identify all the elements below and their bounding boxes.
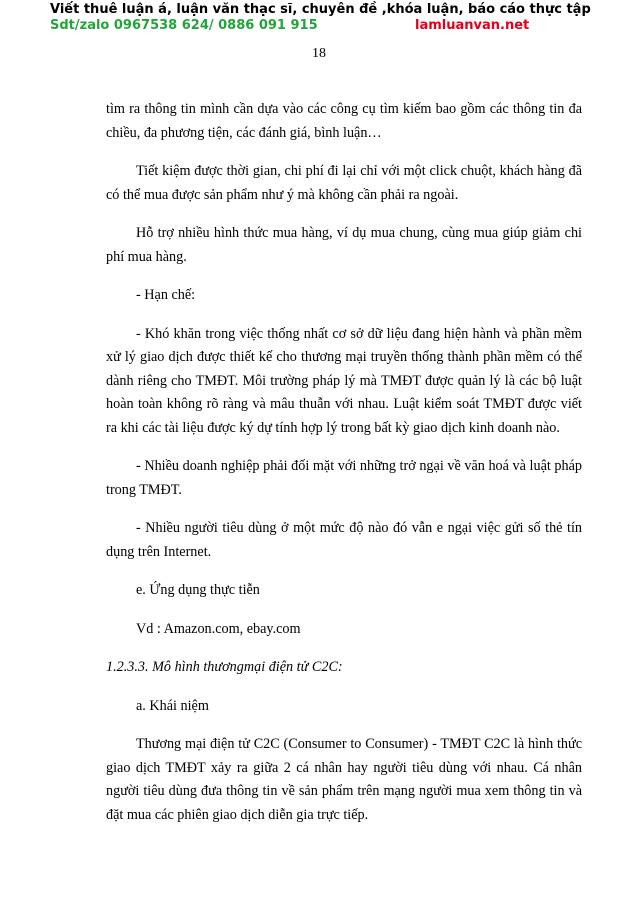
document-body — [106, 98, 582, 842]
section-heading: 1.2.3.3. Mô hình thươngmại điện tử C2C: — [106, 659, 343, 675]
paragraph: - Khó khăn trong việc thống nhất cơ sở dữ liệu đang hiện hành và phần mềm xử lý giao dịch được thiết kế cho thương mại truyền thống thành phần mềm có thể dành riêng cho TMĐT. Môi trường pháp lý mà TMĐT được quản lý là các bộ luật hoàn toàn không rõ ràng và mâu thuẫn với nhau. Luật kiểm soát TMĐT được viết ra khi các tài liệu được ký dự tính hợp lý trong bất kỳ giao dịch kinh doanh nào. — [106, 325, 582, 436]
banner-contact-row — [50, 18, 530, 34]
paragraph: Thương mại điện tử C2C (Consumer to Consumer) - TMĐT C2C là hình thức giao dịch TMĐT xảy ra giữa 2 cá nhân hay người tiêu dùng với nhau. Cá nhân người tiêu dùng đưa thông tin về sản phẩm trên mạng người mua xem thông tin và đặt mua các phiên giao dịch diễn gia trực tiếp. — [106, 736, 582, 823]
page-number: 18 — [312, 46, 326, 61]
paragraph: Hỗ trợ nhiều hình thức mua hàng, ví dụ mua chung, cùng mua giúp giảm chi phí mua hàng. — [106, 225, 582, 265]
banner-website-link[interactable]: lamluanvan.net — [415, 18, 530, 33]
paragraph: tìm ra thông tin mình cần dựa vào các công cụ tìm kiếm bao gồm các thông tin đa chiều, đa phương tiện, các đánh giá, bình luận… — [106, 101, 582, 141]
subsection-heading: a. Khái niệm — [136, 697, 209, 714]
header-banner — [50, 2, 591, 34]
paragraph: Tiết kiệm được thời gian, chi phí đi lại chỉ với một click chuột, khách hàng đã có thể mua được sản phẩm như ý mà không cần phải ra ngoài. — [106, 163, 582, 203]
paragraph: - Nhiều người tiêu dùng ở một mức độ nào đó vẫn e ngại việc gửi số thẻ tín dụng trên Internet. — [106, 520, 582, 560]
paragraph: Vd : Amazon.com, ebay.com — [136, 620, 301, 637]
banner-contact: Sdt/zalo 0967538 624/ 0886 091 915 — [50, 18, 318, 33]
paragraph: - Hạn chế: — [136, 287, 196, 303]
banner-title: Viết thuê luận á, luận văn thạc sĩ, chuyên đề ,khóa luận, báo cáo thực tập — [50, 2, 591, 17]
paragraph: - Nhiều doanh nghiệp phải đối mặt với những trở ngại về văn hoá và luật pháp trong TMĐT. — [106, 458, 582, 498]
paragraph: e. Ứng dụng thực tiễn — [136, 582, 260, 598]
